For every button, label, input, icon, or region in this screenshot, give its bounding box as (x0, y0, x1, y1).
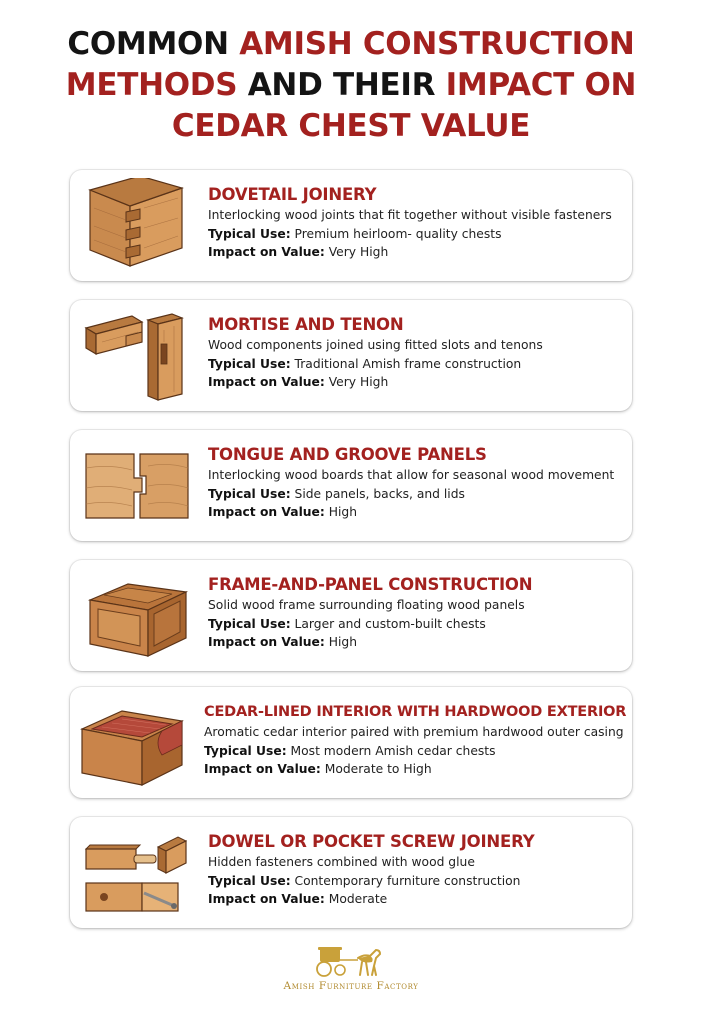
horse-buggy-logo (314, 944, 388, 978)
cedar-lined-box-icon (78, 695, 188, 790)
method-card-tongue-groove (70, 430, 632, 541)
typical-use-row (208, 872, 624, 891)
typical-use-row (208, 615, 624, 634)
impact-value: Very High (328, 375, 389, 389)
impact-label: Impact on Value: (204, 762, 321, 776)
impact-label: Impact on Value: (208, 245, 325, 259)
method-card-cedar-lined (70, 687, 632, 798)
impact-value: Moderate to High (324, 762, 432, 776)
title-red-text: AMISH CONSTRUCTION (239, 26, 635, 62)
typical-use-value: Most modern Amish cedar chests (290, 743, 496, 758)
method-title: MORTISE AND TENON (208, 315, 404, 334)
typical-use-label: Typical Use: (208, 226, 291, 241)
method-title: CEDAR-LINED INTERIOR WITH HARDWOOD EXTERIOR (204, 704, 627, 720)
dovetail-joint-icon (82, 178, 192, 273)
method-description: Solid wood frame surrounding floating wood panels (208, 598, 525, 612)
title-line-1 (0, 24, 702, 65)
method-title: FRAME-AND-PANEL CONSTRUCTION (208, 575, 533, 594)
typical-use-label: Typical Use: (208, 486, 291, 501)
method-card-frame-panel (70, 560, 632, 671)
title-red-text: METHODS (65, 67, 238, 103)
impact-value: High (328, 635, 357, 649)
impact-row (208, 890, 624, 909)
logo-text: Amish Furniture Factory (283, 980, 419, 992)
impact-row (204, 760, 624, 779)
impact-value: Moderate (328, 892, 388, 906)
title-dark-text: AND THEIR (237, 67, 446, 103)
brand-logo (276, 944, 426, 1000)
typical-use-label: Typical Use: (204, 743, 287, 758)
method-description: Interlocking wood boards that allow for seasonal wood movement (208, 468, 615, 482)
title-line-3 (0, 106, 702, 147)
method-description: Wood components joined using fitted slots and tenons (208, 338, 543, 352)
typical-use-row (204, 742, 624, 761)
impact-label: Impact on Value: (208, 505, 325, 519)
title-line-2 (0, 65, 702, 106)
typical-use-value: Premium heirloom- quality chests (294, 226, 502, 241)
impact-value: High (328, 505, 357, 519)
method-title: DOVETAIL JOINERY (208, 185, 377, 204)
frame-panel-box-icon (82, 568, 192, 663)
impact-row (208, 243, 624, 262)
impact-label: Impact on Value: (208, 375, 325, 389)
impact-label: Impact on Value: (208, 892, 325, 906)
typical-use-value: Larger and custom-built chests (294, 616, 486, 631)
tongue-groove-icon (82, 438, 192, 533)
dowel-screw-icon (82, 825, 192, 920)
mortise-tenon-icon (82, 308, 192, 403)
method-title: TONGUE AND GROOVE PANELS (208, 445, 487, 464)
impact-row (208, 633, 624, 652)
typical-use-value: Traditional Amish frame construction (294, 356, 522, 371)
method-description: Interlocking wood joints that fit together without visible fasteners (208, 208, 612, 222)
title-red-text: IMPACT ON (445, 67, 637, 103)
impact-row (208, 503, 624, 522)
method-card-dowel-screw (70, 817, 632, 928)
method-card-dovetail (70, 170, 632, 281)
method-description: Hidden fasteners combined with wood glue (208, 855, 475, 869)
method-description: Aromatic cedar interior paired with premium hardwood outer casing (204, 725, 624, 739)
typical-use-label: Typical Use: (208, 356, 291, 371)
typical-use-value: Contemporary furniture construction (294, 873, 521, 888)
impact-label: Impact on Value: (208, 635, 325, 649)
typical-use-row (208, 485, 624, 504)
typical-use-label: Typical Use: (208, 873, 291, 888)
typical-use-value: Side panels, backs, and lids (294, 486, 465, 501)
title-red-text: CEDAR CHEST VALUE (171, 108, 531, 144)
typical-use-row (208, 355, 624, 374)
impact-row (208, 373, 624, 392)
title-dark-text: COMMON (67, 26, 240, 62)
page-title (0, 24, 702, 147)
method-card-mortise-tenon (70, 300, 632, 411)
impact-value: Very High (328, 245, 389, 259)
typical-use-row (208, 225, 624, 244)
method-title: DOWEL OR POCKET SCREW JOINERY (208, 832, 535, 851)
typical-use-label: Typical Use: (208, 616, 291, 631)
